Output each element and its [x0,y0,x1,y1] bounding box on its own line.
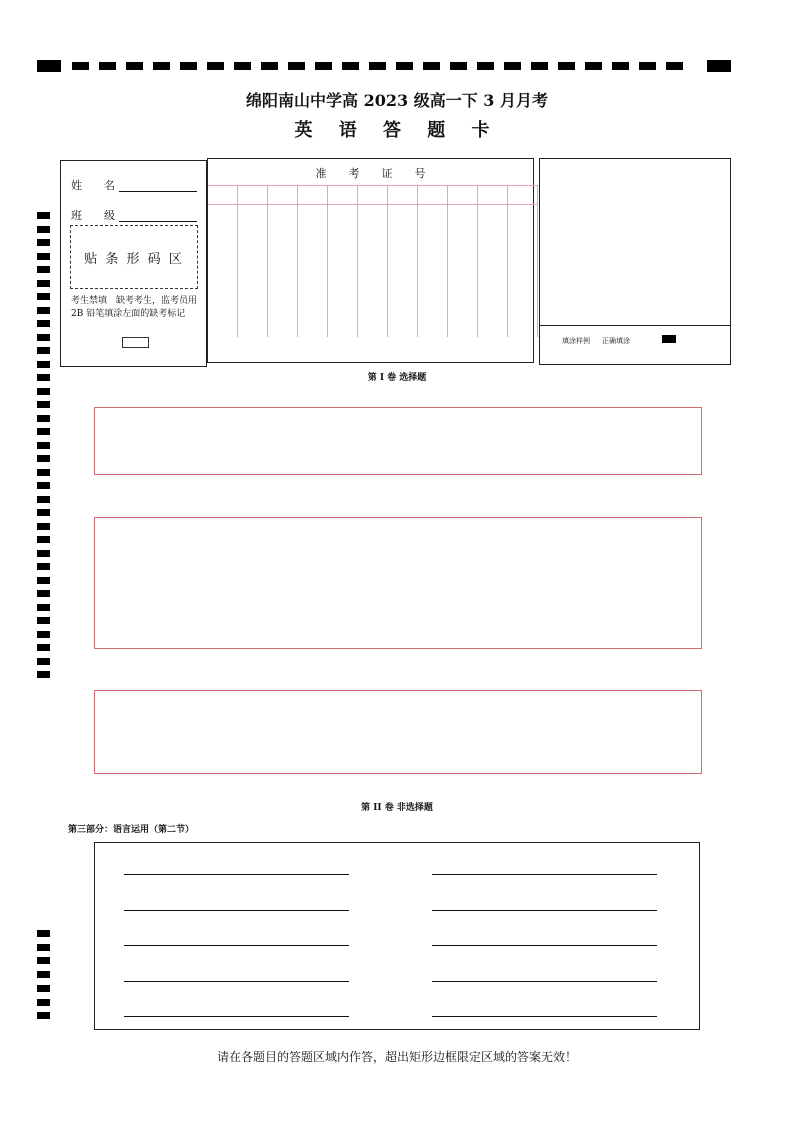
timing-mark [450,62,467,70]
fill-answer-line[interactable] [124,945,349,946]
timing-mark [531,62,548,70]
exam-id-column-divider [297,205,298,337]
sample-label: 填涂样例 [562,337,590,345]
timing-mark [288,62,305,70]
fill-answer-line[interactable] [432,874,657,875]
fill-answer-line[interactable] [432,1016,657,1017]
exam-id-write-cell[interactable] [388,185,418,205]
timing-mark [37,957,50,964]
timing-mark [707,60,731,72]
timing-mark [37,280,50,287]
timing-mark [558,62,575,70]
timing-mark [37,509,50,516]
answer-box-reading [94,517,702,649]
timing-mark [37,590,50,597]
notes-box [539,158,731,365]
exam-id-box [207,158,534,363]
timing-mark [37,361,50,368]
exam-id-column-divider [507,205,508,337]
timing-mark [37,226,50,233]
timing-mark [37,212,50,219]
timing-mark [37,971,50,978]
exam-id-column-divider [537,205,538,337]
timing-mark [37,455,50,462]
timing-mark [37,604,50,611]
exam-id-write-cell[interactable] [268,185,298,205]
timing-mark [37,999,50,1006]
timing-mark [207,62,224,70]
exam-id-write-cell[interactable] [328,185,358,205]
exam-id-column-divider [357,205,358,337]
timing-mark [37,644,50,651]
timing-mark [396,62,413,70]
timing-mark [37,658,50,665]
timing-mark [342,62,359,70]
exam-id-write-cell[interactable] [508,185,538,205]
timing-mark [37,469,50,476]
timing-mark [37,536,50,543]
footer-note: 请在各题目的答题区域内作答，超出矩形边框限定区域的答案无效！ [216,1050,577,1064]
answer-box-lang1 [94,690,702,774]
timing-mark [37,577,50,584]
exam-id-write-cell[interactable] [208,185,238,205]
exam-id-column-divider [417,205,418,337]
timing-mark [180,62,197,70]
correct-fill-sample [662,335,676,343]
timing-mark [37,985,50,992]
timing-mark [37,239,50,246]
timing-mark [37,320,50,327]
timing-mark [153,62,170,70]
volume1-title: 第 I 卷 选择题 [367,373,427,383]
exam-id-column-divider [477,205,478,337]
name-label: 姓 名 [71,179,115,192]
exam-id-column-divider [447,205,448,337]
exam-id-label: 准 考 证 号 [315,167,426,180]
timing-mark [477,62,494,70]
class-field[interactable] [119,221,197,222]
timing-mark [37,293,50,300]
timing-mark [37,253,50,260]
page-title: 绵阳南山中学高 2023 级高一下 3 月月考 [246,91,548,110]
timing-mark [37,334,50,341]
fill-answer-line[interactable] [124,874,349,875]
exam-id-column-divider [327,205,328,337]
fill-answer-box [94,842,700,1030]
volume2-title: 第 II 卷 非选择题 [361,803,433,813]
timing-mark [37,307,50,314]
fill-answer-line[interactable] [432,910,657,911]
timing-mark [37,401,50,408]
timing-mark [37,550,50,557]
timing-mark [234,62,251,70]
timing-mark [37,671,50,678]
exam-id-column-divider [387,205,388,337]
section-label-lang2: 第三部分：语言运用（第二节） [68,825,195,835]
page-subtitle: 英 语 答 题 卡 [294,120,500,141]
fill-answer-line[interactable] [432,945,657,946]
timing-mark [37,1012,50,1019]
timing-mark [37,60,61,72]
exam-id-column-divider [267,205,268,337]
timing-mark [612,62,629,70]
timing-mark [423,62,440,70]
timing-mark [37,482,50,489]
fill-answer-line[interactable] [124,910,349,911]
timing-mark [369,62,386,70]
timing-mark [37,944,50,951]
class-label: 班 级 [71,209,115,222]
fill-answer-line[interactable] [432,981,657,982]
timing-mark [37,266,50,273]
correct-fill-label: 正确填涂 [602,337,630,345]
timing-mark [315,62,332,70]
answer-box-listening [94,407,702,475]
timing-mark [37,523,50,530]
absent-note: 考生禁填 缺考考生，监考员用 2B 铅笔填涂左面的缺考标记 [71,296,198,319]
fill-answer-line[interactable] [124,1016,349,1017]
exam-id-column-divider [237,205,238,337]
exam-id-write-cell[interactable] [358,185,388,205]
exam-id-write-cell[interactable] [448,185,478,205]
timing-mark [585,62,602,70]
timing-mark [37,388,50,395]
timing-mark [37,442,50,449]
timing-mark [37,428,50,435]
timing-mark [126,62,143,70]
exam-id-write-cell[interactable] [478,185,508,205]
barcode-area: 贴 条 形 码 区 [70,225,198,289]
timing-mark [504,62,521,70]
timing-mark [37,415,50,422]
timing-mark [666,62,683,70]
timing-mark [37,930,50,937]
absent-mark-box[interactable] [122,337,149,348]
timing-mark [261,62,278,70]
name-field[interactable] [119,191,197,192]
timing-mark [37,347,50,354]
timing-mark [37,617,50,624]
notes-list [562,167,726,168]
exam-id-write-cell[interactable] [418,185,448,205]
timing-mark [99,62,116,70]
student-info-box [60,160,207,367]
exam-id-write-cell[interactable] [298,185,328,205]
exam-id-write-cell[interactable] [238,185,268,205]
timing-mark [37,496,50,503]
timing-mark [37,631,50,638]
timing-mark [37,563,50,570]
fill-answer-line[interactable] [124,981,349,982]
timing-mark [639,62,656,70]
timing-mark [72,62,89,70]
